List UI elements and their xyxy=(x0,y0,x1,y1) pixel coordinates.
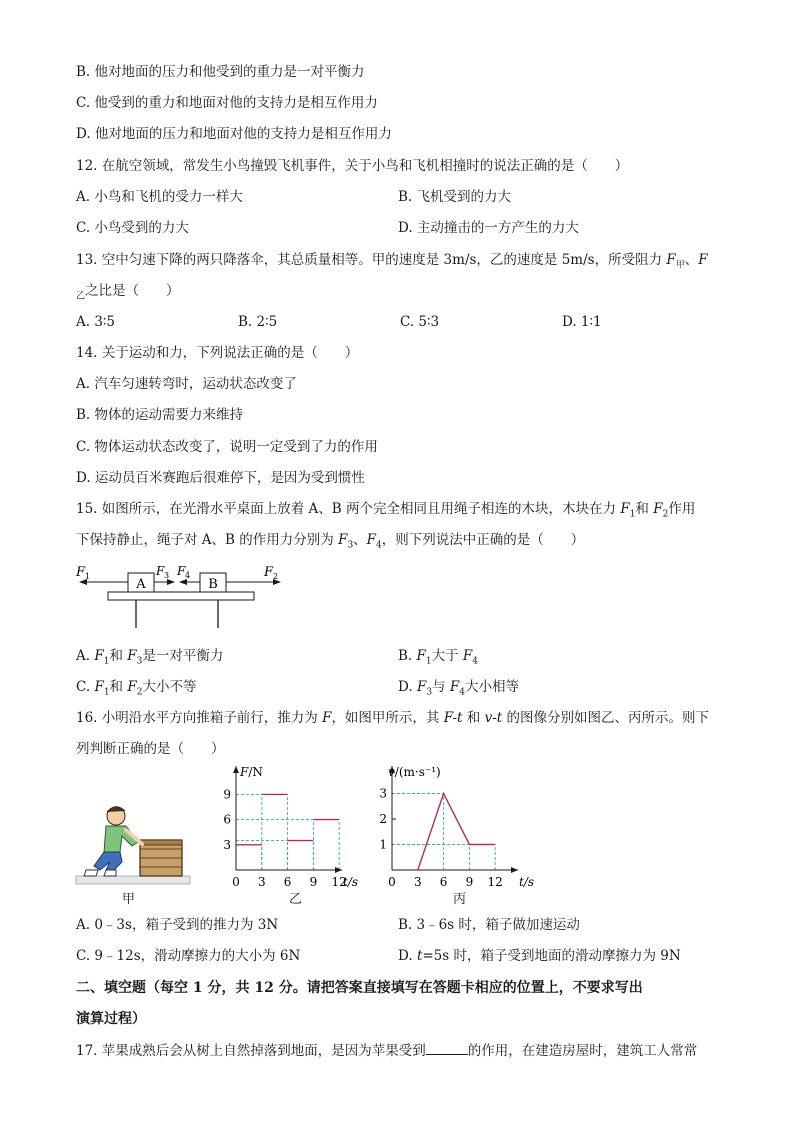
svg-text:4: 4 xyxy=(185,571,191,580)
svg-text:F: F xyxy=(156,564,165,578)
svg-text:2: 2 xyxy=(273,572,279,581)
vt-y-label: v/(m·s⁻¹) xyxy=(388,765,441,779)
block-b-label: B xyxy=(208,577,218,592)
ft-x-tick-label: 12 xyxy=(331,875,347,889)
q15-option-b: B. $F_1$大于 $F_4$ xyxy=(398,648,479,667)
q14-stem: 14. 关于运动和力，下列说法正确的是（ ） xyxy=(76,345,359,361)
q11-option-c: C. 他受到的重力和地面对他的支持力是相互作用力 xyxy=(76,95,378,111)
ft-x-label: t/s xyxy=(343,875,359,889)
answer-blank[interactable] xyxy=(426,1041,468,1055)
ft-x-tick-label: 3 xyxy=(257,875,266,889)
q12-option-b: B. 飞机受到的力大 xyxy=(398,189,512,205)
q14-option-b: B. 物体的运动需要力来维持 xyxy=(76,407,244,423)
vt-x-tick-label: 3 xyxy=(413,875,422,889)
vt-y-tick-label: 2 xyxy=(379,812,387,826)
ft-x-tick-label: 6 xyxy=(283,875,292,889)
vt-x-label: t/s xyxy=(519,875,535,889)
ft-chart xyxy=(212,760,359,910)
svg-text:F: F xyxy=(76,565,86,580)
ft-x-arrow xyxy=(335,867,342,873)
ft-y-arrow xyxy=(233,766,239,773)
q16-option-b: B. 3﹣6s 时，箱子做加速运动 xyxy=(398,917,580,933)
q15-option-c: C. $F_1$和 $F_2$大小不等 xyxy=(76,679,197,698)
ft-y-tick-label: 3 xyxy=(223,837,231,852)
q16-option-d: D. t=5s 时，箱子受到地面的滑动摩擦力为 9N xyxy=(398,948,681,964)
f4-label xyxy=(176,564,190,580)
ft-x-tick-label: 0 xyxy=(232,875,240,889)
svg-text:F: F xyxy=(177,564,186,578)
vt-chart xyxy=(368,760,548,910)
q12-option-c: C. 小鸟受到的力大 xyxy=(76,220,189,236)
q15-figure xyxy=(74,560,294,632)
table-top xyxy=(108,592,254,600)
q15-option-d: D. $F_3$与 $F_4$大小相等 xyxy=(398,679,519,698)
q12-option-a: A. 小鸟和飞机的受力一样大 xyxy=(76,189,243,205)
vt-x-tick-label: 6 xyxy=(439,875,448,889)
vt-y-tick-label: 1 xyxy=(379,837,387,852)
q13-stem-line2: $_乙$之比是（ ） xyxy=(76,283,180,302)
ft-x-tick-label: 9 xyxy=(309,875,318,889)
boy-pants xyxy=(94,852,122,872)
q14-option-c: C. 物体运动状态改变了，说明一定受到了力的作用 xyxy=(76,439,378,455)
vt-x-tick-label: 12 xyxy=(487,875,503,889)
caption-bing: 丙 xyxy=(453,892,467,907)
q15-option-a: A. $F_1$和 $F_3$是一对平衡力 xyxy=(76,648,224,667)
q16-option-c: C. 9﹣12s，滑动摩擦力的大小为 6N xyxy=(76,948,301,964)
q16-stem-line1: 16. 小明沿水平方向推箱子前行，推力为 F，如图甲所示，其 F-t 和 v-t 的图像分别如图乙、丙所示。则下 xyxy=(76,710,709,726)
q17-stem: 17. 苹果成熟后会从树上自然掉落到地面，是因为苹果受到 的作用，在建造房屋时，建筑工人常常 xyxy=(76,1043,698,1059)
f1-label xyxy=(75,565,90,581)
q16-option-a: A. 0﹣3s，箱子受到的推力为 3N xyxy=(76,917,279,933)
vt-x-tick-label: 0 xyxy=(388,875,396,889)
q14-option-a: A. 汽车匀速转弯时，运动状态改变了 xyxy=(76,376,297,392)
q11-option-d: D. 他对地面的压力和地面对他的支持力是相互作用力 xyxy=(76,126,392,142)
q16-stem-line2: 列判断正确的是（ ） xyxy=(76,741,225,757)
q12-option-d: D. 主动撞击的一方产生的力大 xyxy=(398,220,579,236)
vt-y-tick-label: 3 xyxy=(379,786,387,801)
caption-yi: 乙 xyxy=(289,892,303,907)
ft-y-tick-label: 6 xyxy=(223,812,231,827)
q13-option-c: C. 5∶3 xyxy=(400,314,440,330)
vt-x-tick-label: 9 xyxy=(465,875,474,889)
boy-shirt xyxy=(104,826,138,852)
q13-option-a: A. 3∶5 xyxy=(76,314,116,330)
ft-y-tick-label: 9 xyxy=(223,787,231,802)
f3-label xyxy=(155,564,169,580)
vt-x-arrow xyxy=(511,867,518,873)
svg-text:3: 3 xyxy=(164,571,170,580)
svg-text:F: F xyxy=(264,565,274,580)
q13-option-b: B. 2∶5 xyxy=(238,314,278,330)
svg-text:1: 1 xyxy=(85,572,91,581)
q14-option-d: D. 运动员百米赛跑后很难停下，是因为受到惯性 xyxy=(76,470,365,486)
ft-y-label: F/N xyxy=(240,765,263,779)
q13-stem-line1: 13. 空中匀速下降的两只降落伞，其总质量相等。甲的速度是 3m/s，乙的速度是 5m/s，所受阻力 $F_甲$、F xyxy=(76,252,708,271)
q12-stem: 12. 在航空领域，常发生小鸟撞毁飞机事件，关于小鸟和飞机相撞时的说法正确的是（ ） xyxy=(76,158,629,174)
q13-option-d: D. 1∶1 xyxy=(562,314,602,330)
q11-option-b: B. 他对地面的压力和他受到的重力是一对平衡力 xyxy=(76,64,365,80)
section-2-heading-line1: 二、填空题（每空 1 分，共 12 分。请把答案直接填写在答题卡相应的位置上，不要求写出 xyxy=(76,980,643,996)
q15-stem-line1: 15. 如图所示，在光滑水平桌面上放着 A、B 两个完全相同且用绳子相连的木块，木块在力 $F_1$和 $F_2$作用 xyxy=(76,501,696,520)
f2-label xyxy=(263,565,278,581)
section-2-heading-line2: 演算过程） xyxy=(76,1011,146,1027)
vt-series-line xyxy=(418,794,495,871)
q15-stem-line2: 下保持静止，绳子对 A、B 的作用力分别为 $F_3$、$F_4$，则下列说法中正确的是（ ） xyxy=(76,532,585,551)
caption-jia: 甲 xyxy=(122,892,136,907)
block-a-label: A xyxy=(136,577,146,592)
